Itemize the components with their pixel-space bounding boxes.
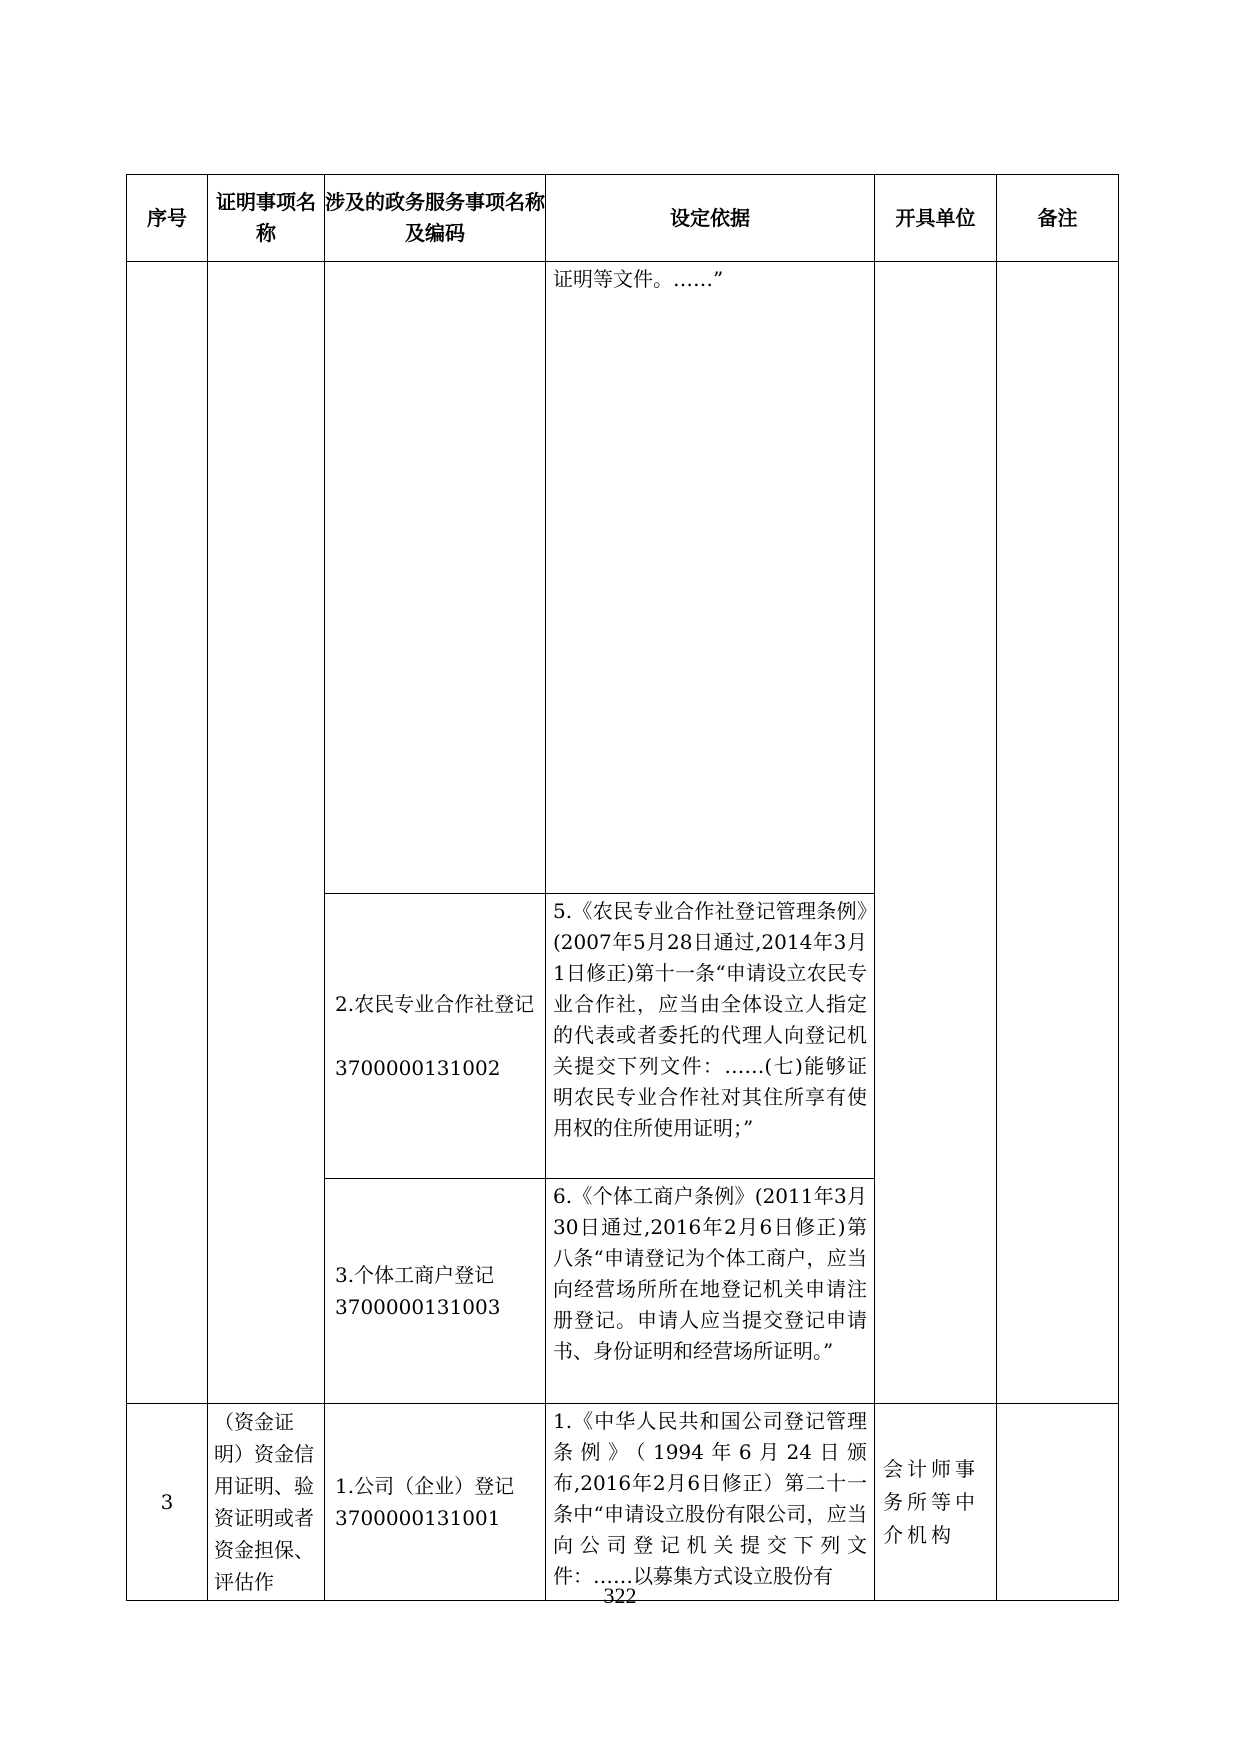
basis-cell [546, 894, 875, 1179]
header-basis: 设定依据 [546, 175, 875, 262]
remarks-cell [997, 1404, 1119, 1601]
basis-text: 6.《个体工商户条例》(2011年3月30日通过,2016年2月6日修正)第八条“申请登记为个体工商户，应当向经营场所所在地登记机关申请注册登记。申请人应当提交登记申请书、身份证明和经营场所证明。” [553, 1184, 867, 1363]
index-cell [127, 262, 208, 1404]
basis-cell [546, 1179, 875, 1404]
issuer-text: 会计师事务所等中介机构 [883, 1456, 979, 1547]
table-row [127, 1404, 1119, 1601]
page-number: 322 [603, 1583, 637, 1608]
basis-text: 5.《农民专业合作社登记管理条例》(2007年5月28日通过,2014年3月1日修正)第十一条“申请设立农民专业合作社，应当由全体设立人指定的代表或者委托的代理人向登记机关提交下列文件：……(七)能够证明农民专业合作社对其住所享有使用权的住所使用证明；” [553, 899, 867, 1140]
header-item-name: 证明事项名称 [208, 175, 325, 262]
service-cell [325, 262, 546, 894]
index-cell: 3 [127, 1404, 208, 1601]
header-services: 涉及的政务服务事项名称及编码 [325, 175, 546, 262]
basis-continued-text: 证明等文件。……” [553, 267, 724, 291]
item-name-text: （资金证明）资金信用证明、验资证明或者资金担保、评估作 [214, 1410, 314, 1594]
remarks-cell [997, 262, 1119, 1404]
basis-text: 1.《中华人民共和国公司登记管理条例》（1994年6月24日颁布,2016年2月6日修正）第二十一条中“申请设立股份有限公司，应当向公司登记机关提交下列文件：……以募集方式设立股份有 [553, 1409, 867, 1588]
service-text: 1.公司（企业）登记3700000131001 [335, 1474, 515, 1530]
service-text: 3.个体工商户登记3700000131003 [335, 1263, 501, 1319]
issuer-cell [875, 262, 997, 1404]
header-index: 序号 [127, 175, 208, 262]
service-cell [325, 1179, 546, 1404]
service-cell [325, 894, 546, 1179]
header-issuer: 开具单位 [875, 175, 997, 262]
item-name-cell [208, 262, 325, 1404]
service-text: 2.农民专业合作社登记3700000131002 [335, 992, 535, 1080]
service-cell [325, 1404, 546, 1601]
item-name-cell [208, 1404, 325, 1601]
issuer-cell [875, 1404, 997, 1601]
header-remarks: 备注 [997, 175, 1119, 262]
certificate-table [126, 174, 1119, 1601]
header-row [127, 175, 1119, 262]
basis-cell [546, 262, 875, 894]
table-row [127, 262, 1119, 894]
basis-cell [546, 1404, 875, 1601]
